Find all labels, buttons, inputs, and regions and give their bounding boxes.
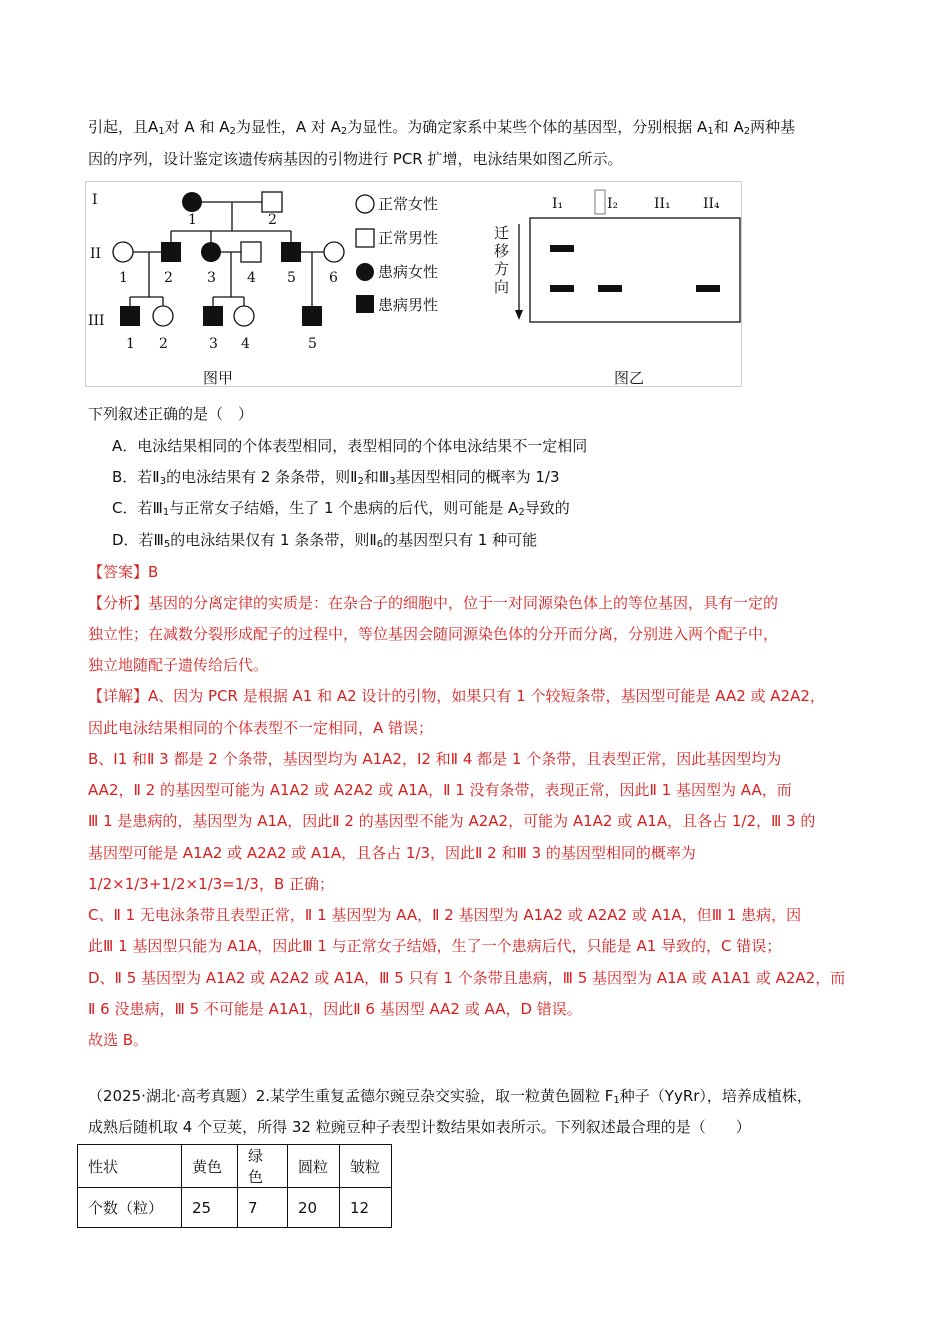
gen2-num: 2	[164, 270, 173, 286]
detail-line: 此Ⅲ 1 基因型只能为 A1A，因此Ⅲ 1 与正常女子结婚，生了一个患病后代，只能是 A1 导致的，C 错误；	[88, 937, 782, 955]
III3-affected-male	[203, 306, 223, 326]
intro-line-2: 因的序列，设计鉴定该遗传病基因的引物进行 PCR 扩增，电泳结果如图乙所示。	[88, 150, 623, 168]
gel-lane-label: II₁	[654, 196, 671, 212]
detail-line: 基因型可能是 A1A2 或 A2A2 或 A1A，且各占 1/3，因此Ⅱ 2 和Ⅲ 3 的基因型相同的概率为	[88, 844, 696, 862]
gen-label-III: III	[88, 313, 105, 329]
table-cell: 12	[340, 1188, 392, 1228]
table-header-cell: 黄色	[182, 1145, 238, 1188]
gen1-num: 1	[188, 212, 197, 228]
analysis-line: 独立地随配子遗传给后代。	[88, 656, 269, 674]
gel-axis-char: 向	[494, 278, 510, 296]
gel-band-I2	[598, 285, 622, 292]
detail-line: C、Ⅱ 1 无电泳条带且表型正常，Ⅱ 1 基因型为 AA，Ⅱ 2 基因型为 A1A2 或 A2A2 或 A1A，但Ⅲ 1 患病，因	[88, 906, 802, 924]
gen2-num: 6	[329, 270, 338, 286]
gel-axis-char: 方	[494, 260, 510, 278]
gen3-num: 1	[126, 336, 135, 352]
table-header-cell: 圆粒	[288, 1145, 340, 1188]
detail-line: 因此电泳结果相同的个体表型不一定相同，A 错误；	[88, 719, 434, 737]
II2-affected-male	[161, 242, 181, 262]
gel-axis-arrow-head	[515, 310, 523, 320]
option-b: B．若$Ⅱ_3$的电泳结果有 2 条条带，则$Ⅱ_2$和$Ⅲ_3$基因型相同的概率为 1/3	[112, 468, 560, 487]
gel-lane-label: I₁	[552, 196, 564, 212]
table-header-row	[78, 1145, 392, 1188]
q2-line-2: 成熟后随机取 4 个豆荚，所得 32 粒豌豆种子表型计数结果如表所示。下列叙述最合理的是（ ）	[88, 1118, 751, 1136]
table-header-cell: 绿色	[238, 1145, 288, 1188]
answer: 【答案】B	[88, 563, 159, 581]
gen3-num: 4	[241, 336, 250, 352]
I1-affected-female	[182, 192, 202, 212]
caption-left: 图甲	[203, 369, 234, 387]
detail-line: 故选 B。	[88, 1031, 149, 1049]
gen3-num: 5	[308, 336, 317, 352]
gel-band-I1-upper	[550, 245, 574, 252]
option-a: A．电泳结果相同的个体表型相同，表型相同的个体电泳结果不一定相同	[112, 437, 588, 455]
gen2-num: 5	[287, 270, 296, 286]
gel-band-I1-lower	[550, 285, 574, 292]
gen3-num: 3	[209, 336, 218, 352]
table-cell: 个数（粒）	[78, 1188, 182, 1228]
II4-normal-male	[241, 242, 261, 262]
gen-label-I: I	[92, 192, 98, 208]
table-header-cell: 皱粒	[340, 1145, 392, 1188]
detail-line: Ⅲ 1 是患病的，基因型为 A1A，因此Ⅱ 2 的基因型不能为 A2A2，可能为 A1A2 或 A1A，且各占 1/2，Ⅲ 3 的	[88, 812, 816, 830]
detail-line: Ⅱ 6 没患病，Ⅲ 5 不可能是 A1A1，因此Ⅱ 6 基因型 AA2 或 AA，D 错误。	[88, 1000, 582, 1018]
gel-lane-label: II₄	[703, 196, 720, 212]
table-header-cell: 性状	[78, 1145, 182, 1188]
detail-line: 【详解】A、因为 PCR 是根据 A1 和 A2 设计的引物，如果只有 1 个较短条带，基因型可能是 AA2 或 A2A2，	[88, 687, 825, 705]
legend-normal-female-symbol	[356, 195, 374, 213]
pedigree-and-gel-figure	[85, 181, 742, 387]
gen2-num: 4	[247, 270, 256, 286]
III5-affected-male	[302, 306, 322, 326]
gel-lane-label: I₂	[607, 196, 619, 212]
gel-axis-char: 迁	[494, 224, 510, 242]
detail-line: AA2，Ⅱ 2 的基因型可能为 A1A2 或 A2A2 或 A1A，Ⅱ 1 没有条带，表现正常，因此Ⅱ 1 基因型为 AA，而	[88, 781, 792, 799]
legend-label: 正常女性	[378, 195, 439, 213]
II3-affected-female	[201, 242, 221, 262]
legend-normal-male-symbol	[356, 229, 374, 247]
gel-band-II4	[696, 285, 720, 292]
legend-label: 患病女性	[378, 263, 439, 281]
II6-normal-female	[324, 242, 344, 262]
table-cell: 25	[182, 1188, 238, 1228]
II1-normal-female	[113, 242, 133, 262]
gen-label-II: II	[90, 246, 102, 262]
detail-line: B、I1 和Ⅱ 3 都是 2 个条带，基因型均为 A1A2，I2 和Ⅱ 4 都是 1 个条带，且表型正常，因此基因型均为	[88, 750, 782, 768]
legend-label: 患病男性	[378, 296, 439, 314]
legend-affected-female-symbol	[356, 263, 374, 281]
caption-right: 图乙	[614, 369, 645, 387]
gen2-num: 3	[207, 270, 216, 286]
question-stem: 下列叙述正确的是（ ）	[88, 405, 254, 423]
legend-label: 正常男性	[378, 229, 439, 247]
table-row	[78, 1188, 392, 1228]
q2-line-1: （2025·湖北·高考真题）2.某学生重复孟德尔豌豆杂交实验，取一粒黄色圆粒 $F_1$种子（YyRr），培养成植株，	[88, 1087, 812, 1106]
gen1-num: 2	[268, 212, 277, 228]
gen3-num: 2	[159, 336, 168, 352]
analysis-line: 【分析】基因的分离定律的实质是：在杂合子的细胞中，位于一对同源染色体上的等位基因，具有一定的	[88, 594, 779, 612]
gel-lane-marker	[595, 190, 605, 214]
I2-normal-male	[262, 192, 282, 212]
phenotype-count-table	[77, 1144, 392, 1228]
table-cell: 20	[288, 1188, 340, 1228]
intro-line-1: 引起，且$A_1$对 A 和 $A_2$为显性，A 对 $A_2$为显性。为确定家系中某些个体的基因型，分别根据 $A_1$和 $A_2$两种基	[88, 118, 796, 137]
III1-affected-male	[120, 306, 140, 326]
table-cell: 7	[238, 1188, 288, 1228]
gen2-num: 1	[119, 270, 128, 286]
gel-box	[530, 218, 740, 322]
detail-line: 1/2×1/3+1/2×1/3=1/3，B 正确；	[88, 875, 335, 893]
II5-affected-male	[281, 242, 301, 262]
analysis-line: 独立性；在减数分裂形成配子的过程中，等位基因会随同源染色体的分开而分离，分别进入两个配子中，	[88, 625, 779, 643]
detail-line: D、Ⅱ 5 基因型为 A1A2 或 A2A2 或 A1A，Ⅲ 5 只有 1 个条带且患病，Ⅲ 5 基因型为 A1A 或 A1A1 或 A2A2，而	[88, 969, 846, 987]
legend-affected-male-symbol	[356, 295, 374, 313]
III2-normal-female	[153, 306, 173, 326]
option-c: C．若$Ⅲ_1$与正常女子结婚，生了 1 个患病的后代，则可能是 $A_2$导致的	[112, 499, 570, 518]
option-d: D．若$Ⅲ_5$的电泳结果仅有 1 条条带，则$Ⅱ_6$的基因型只有 1 种可能	[112, 531, 538, 550]
III4-normal-female	[234, 306, 254, 326]
gel-axis-char: 移	[494, 242, 510, 260]
